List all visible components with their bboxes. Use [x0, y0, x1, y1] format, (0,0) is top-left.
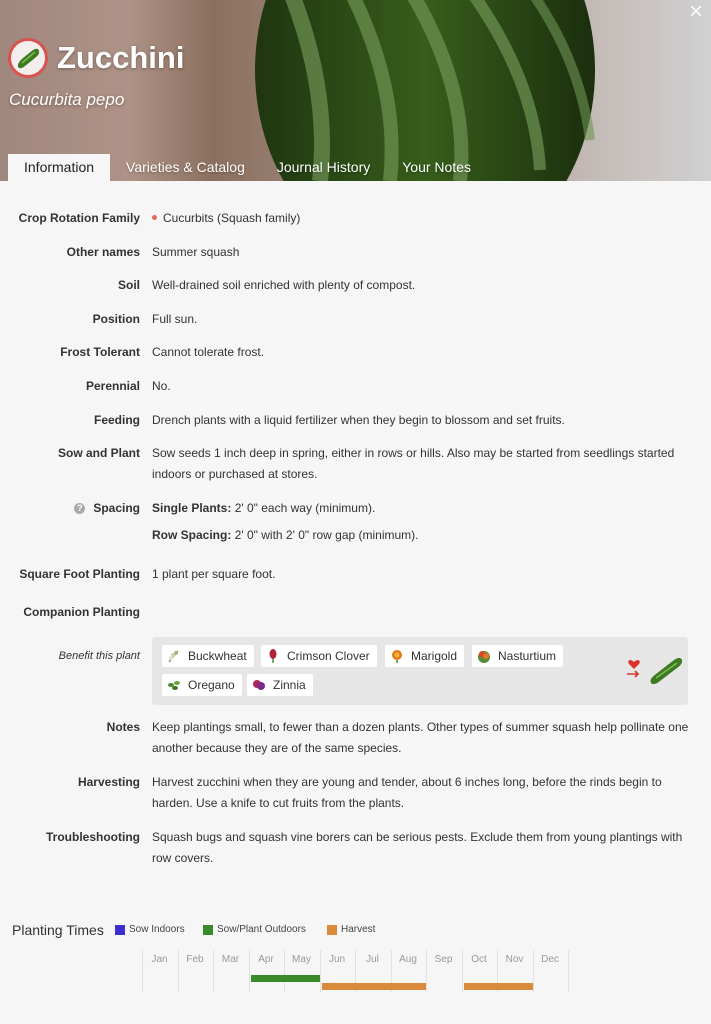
month-label-mar: Mar	[221, 954, 240, 965]
period-bar-harvest-1	[322, 983, 427, 990]
harvesting-label: Harvesting	[77, 775, 140, 789]
companion-chip-crimson-clover[interactable]	[261, 645, 377, 667]
close-icon[interactable]: ×	[688, 0, 703, 25]
companion-chip-oregano[interactable]	[162, 674, 242, 696]
perennial-value: No.	[152, 379, 171, 393]
month-gridline	[568, 950, 569, 992]
benefit-sublabel: Benefit this plant	[58, 650, 140, 662]
single-plants-label: Single Plants:	[152, 501, 232, 515]
troubleshooting-label: Troubleshooting	[46, 830, 140, 844]
soil-value: Well-drained soil enriched with plenty of compost.	[152, 278, 416, 292]
month-label-dec: Dec	[541, 954, 559, 965]
period-bar-harvest-2	[464, 983, 533, 990]
spacing-label: Spacing	[93, 501, 140, 515]
crop-rotation-value: Cucurbits (Squash family)	[163, 211, 301, 225]
companion-list	[152, 637, 688, 705]
month-label-nov: Nov	[505, 954, 524, 965]
month-label-feb: Feb	[186, 954, 204, 965]
other-names-label: Other names	[66, 245, 140, 259]
row-spacing-value: 2' 0" with 2' 0" row gap (minimum).	[231, 528, 419, 542]
companion-name: Crimson Clover	[287, 649, 370, 663]
companion-chip-marigold[interactable]	[385, 645, 464, 667]
crop-rotation-label: Crop Rotation Family	[18, 211, 140, 225]
troubleshooting-value: Squash bugs and squash vine borers can be serious pests. Exclude them from young plantings with row covers.	[152, 830, 683, 865]
sqft-value: 1 plant per square foot.	[152, 567, 276, 581]
harvesting-value: Harvest zucchini when they are young and tender, about 6 inches long, before the rinds begin to harden. Use a knife to cut fruits from the plants.	[152, 775, 662, 810]
nasturtium-icon	[476, 648, 492, 664]
tab-varieties-catalog[interactable]: Varieties & Catalog	[126, 159, 245, 175]
companion-chip-buckwheat[interactable]	[162, 645, 254, 667]
position-label: Position	[92, 312, 140, 326]
legend-label: Sow/Plant Outdoors	[217, 924, 306, 935]
planting-times-title: Planting Times	[12, 922, 104, 938]
tab-your-notes[interactable]: Your Notes	[402, 159, 471, 175]
single-plants-value: 2' 0" each way (minimum).	[231, 501, 376, 515]
page-title: Zucchini	[57, 40, 185, 75]
sqft-label: Square Foot Planting	[19, 567, 140, 581]
tab-information[interactable]: Information	[8, 154, 110, 181]
companion-name: Oregano	[188, 678, 235, 692]
sow-label: Sow and Plant	[57, 446, 140, 460]
companion-name: Nasturtium	[498, 649, 557, 663]
notes-label: Notes	[106, 720, 140, 734]
frost-label: Frost Tolerant	[60, 345, 140, 359]
month-label-apr: Apr	[258, 954, 274, 965]
month-label-oct: Oct	[471, 954, 487, 965]
marigold-icon	[389, 648, 405, 664]
companion-name: Buckwheat	[188, 649, 247, 663]
feeding-label: Feeding	[93, 413, 140, 427]
other-names-value: Summer squash	[152, 245, 240, 259]
companion-chip-nasturtium[interactable]	[472, 645, 563, 667]
legend-label: Sow Indoors	[129, 924, 185, 935]
legend-sow-indoors	[115, 924, 185, 935]
help-icon[interactable]: ?	[74, 503, 85, 514]
month-label-jul: Jul	[366, 954, 379, 965]
month-label-aug: Aug	[399, 954, 417, 965]
notes-value: Keep plantings small, to fewer than a dozen plants. Other types of summer squash help pollinate one another because they are of the same species.	[152, 720, 689, 755]
month-label-may: May	[292, 954, 311, 965]
family-dot-icon	[152, 215, 157, 220]
companion-chip-zinnia[interactable]	[247, 674, 313, 696]
sow-value: Sow seeds 1 inch deep in spring, either in rows or hills. Also may be started from seedlings started indoors or purchased at stores.	[152, 446, 675, 481]
sow-indoors-swatch	[115, 925, 125, 935]
benefit-heart-arrow-icon	[626, 659, 642, 681]
row-spacing-label: Row Spacing:	[152, 528, 232, 542]
companion-label: Companion Planting	[23, 605, 140, 619]
legend-harvest	[327, 924, 375, 935]
companion-name: Zinnia	[273, 678, 306, 692]
tab-bar	[8, 154, 487, 181]
legend-label: Harvest	[341, 924, 376, 935]
month-label-sep: Sep	[434, 954, 453, 965]
latin-name: Cucurbita pepo	[9, 90, 125, 109]
feeding-value: Drench plants with a liquid fertilizer when they begin to blossom and set fruits.	[152, 413, 565, 427]
buckwheat-icon	[166, 648, 182, 664]
plant-header	[0, 0, 711, 181]
frost-value: Cannot tolerate frost.	[152, 345, 265, 359]
zucchini-icon	[8, 38, 48, 78]
perennial-label: Perennial	[85, 379, 140, 393]
month-label-jun: Jun	[328, 954, 346, 965]
zucchini-small-icon	[648, 655, 684, 687]
period-bar-sow-plant-outdoors-0	[251, 975, 320, 982]
oregano-icon	[166, 677, 182, 693]
legend-sow-outdoors	[203, 924, 306, 935]
soil-label: Soil	[117, 278, 140, 292]
zinnia-icon	[251, 677, 267, 693]
sow-outdoors-swatch	[203, 925, 213, 935]
companion-name: Marigold	[411, 649, 458, 663]
position-value: Full sun.	[152, 312, 198, 326]
harvest-swatch	[327, 925, 337, 935]
tab-journal-history[interactable]: Journal History	[276, 159, 371, 175]
crimson-clover-icon	[265, 648, 281, 664]
month-label-jan: Jan	[151, 954, 168, 965]
